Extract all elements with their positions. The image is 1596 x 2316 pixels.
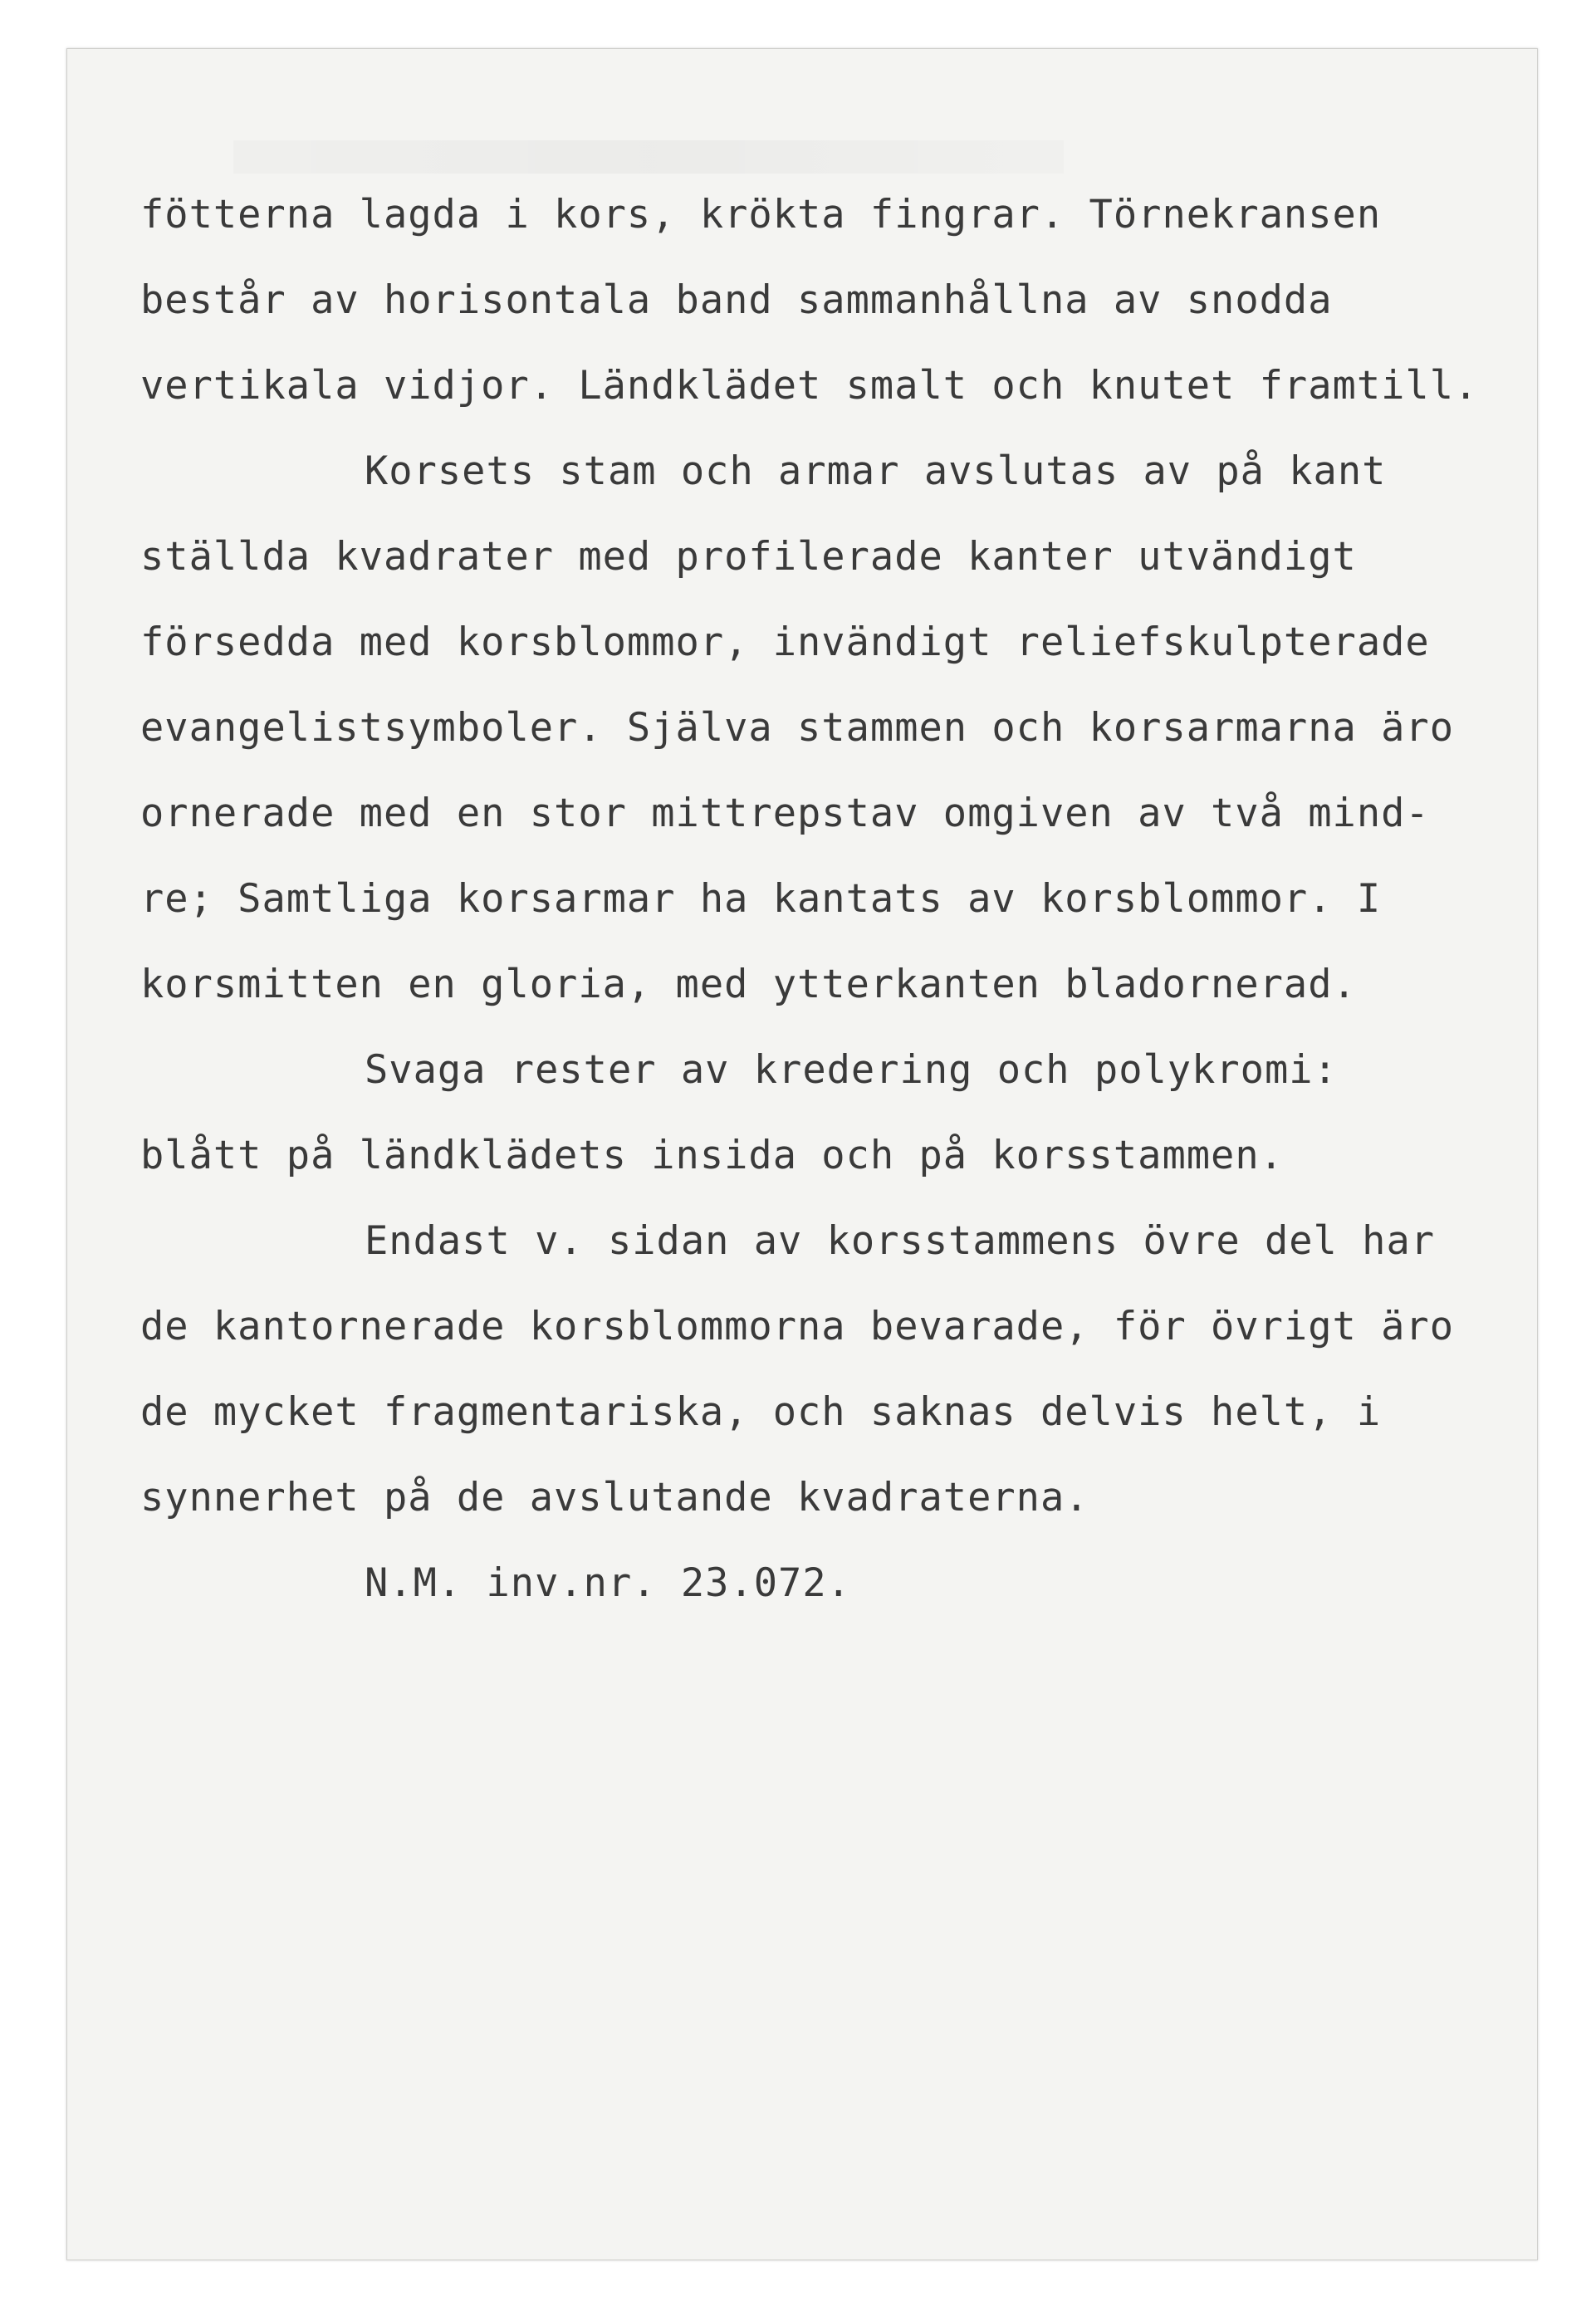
text-line-8: ornerade med en stor mittrepstav omgiven av två mind- <box>140 791 1430 836</box>
text-line-2: består av horisontala band sammanhållna av snodda <box>140 277 1333 323</box>
text-line-6: försedda med korsblommor, invändigt reliefskulpterade <box>140 619 1430 665</box>
text-line-7: evangelistsymboler. Själva stammen och korsarmarna äro <box>140 705 1455 751</box>
text-line-10: korsmitten en gloria, med ytterkanten bladornerad. <box>140 962 1357 1007</box>
text-line-5: ställda kvadrater med profilerade kanter utvändigt <box>140 534 1357 580</box>
text-line-13: Endast v. sidan av korsstammens övre del har <box>365 1218 1436 1264</box>
text-line-12: blått på ländklädets insida och på korsstammen. <box>140 1133 1284 1178</box>
text-line-9: re; Samtliga korsarmar ha kantats av korsblommor. I <box>140 876 1382 922</box>
inventory-number: N.M. inv.nr. 23.072. <box>365 1560 851 1606</box>
text-line-11: Svaga rester av kredering och polykromi: <box>365 1047 1338 1093</box>
text-line-14: de kantornerade korsblommorna bevarade, för övrigt äro <box>140 1304 1455 1349</box>
text-line-16: synnerhet på de avslutande kvadraterna. <box>140 1475 1089 1520</box>
text-line-1: fötterna lagda i kors, krökta fingrar. Törnekransen <box>140 192 1382 237</box>
text-line-4: Korsets stam och armar avslutas av på kant <box>365 448 1387 494</box>
typed-page <box>66 48 1538 2260</box>
text-line-15: de mycket fragmentariska, och saknas delvis helt, i <box>140 1389 1382 1435</box>
text-line-3: vertikala vidjor. Ländklädet smalt och knutet framtill. <box>140 363 1479 409</box>
